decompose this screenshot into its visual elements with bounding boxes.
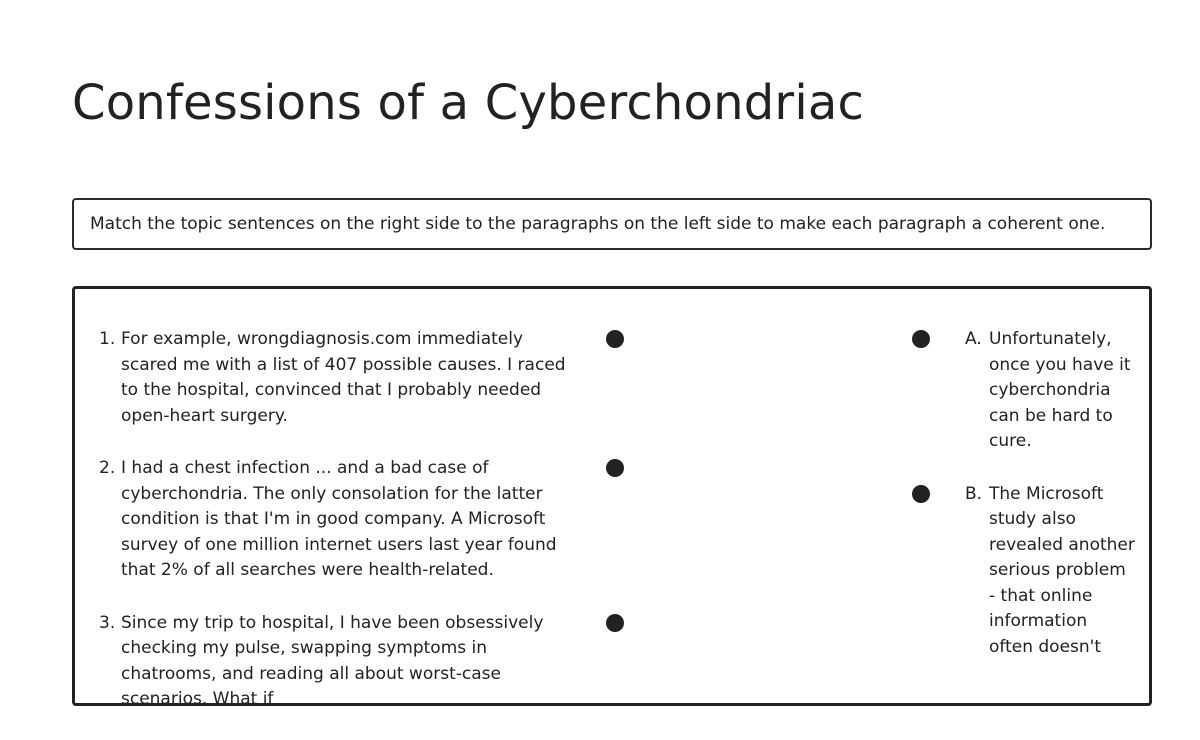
match-dot-paragraph-1[interactable] [606,330,624,348]
match-dot-paragraph-3[interactable] [606,614,624,632]
match-dot-topic-a[interactable] [912,330,930,348]
paragraph-number: 1. [99,329,116,349]
match-dot-topic-b[interactable] [912,485,930,503]
topic-sentence-list [965,327,1135,687]
topic-text: The Microsoft study also revealed another serious problem - that online information often doesn't [989,483,1135,657]
paragraph-number: 2. [99,458,116,478]
instructions-box [72,198,1152,250]
paragraph-item-2 [99,456,575,584]
paragraph-item-1 [99,327,575,429]
matching-exercise [72,286,1152,709]
paragraph-number: 3. [99,612,116,633]
page-title: Confessions of a Cyberchondriac [72,75,865,131]
match-dot-paragraph-2[interactable] [606,459,624,477]
paragraph-list [99,327,575,740]
topic-text: Unfortunately, once you have it cyberchondria can be hard to cure. [989,329,1131,451]
topic-sentence-b [965,482,1135,661]
topic-letter: B. [965,483,983,504]
paragraph-text: For example, wrongdiagnosis.com immediately scared me with a list of 407 possible causes. I raced to the hospital, convinced that I probably needed open-heart surgery. [121,329,566,426]
instructions-text: Match the topic sentences on the right side to the paragraphs on the left side to make each paragraph a coherent one. [90,214,1106,234]
paragraph-text: I had a chest infection ... and a bad case of cyberchondria. The only consolation for the latter condition is that I'm in good company. A Microsoft survey of one million internet users last year found that 2% of all searches were health-related. [121,458,557,580]
paragraph-text: Since my trip to hospital, I have been obsessively checking my pulse, swapping symptoms in chatrooms, and reading all about worst-case scenarios. What if [121,612,544,709]
topic-letter: A. [965,329,982,349]
paragraph-item-3 [99,611,575,713]
topic-sentence-a [965,327,1135,455]
